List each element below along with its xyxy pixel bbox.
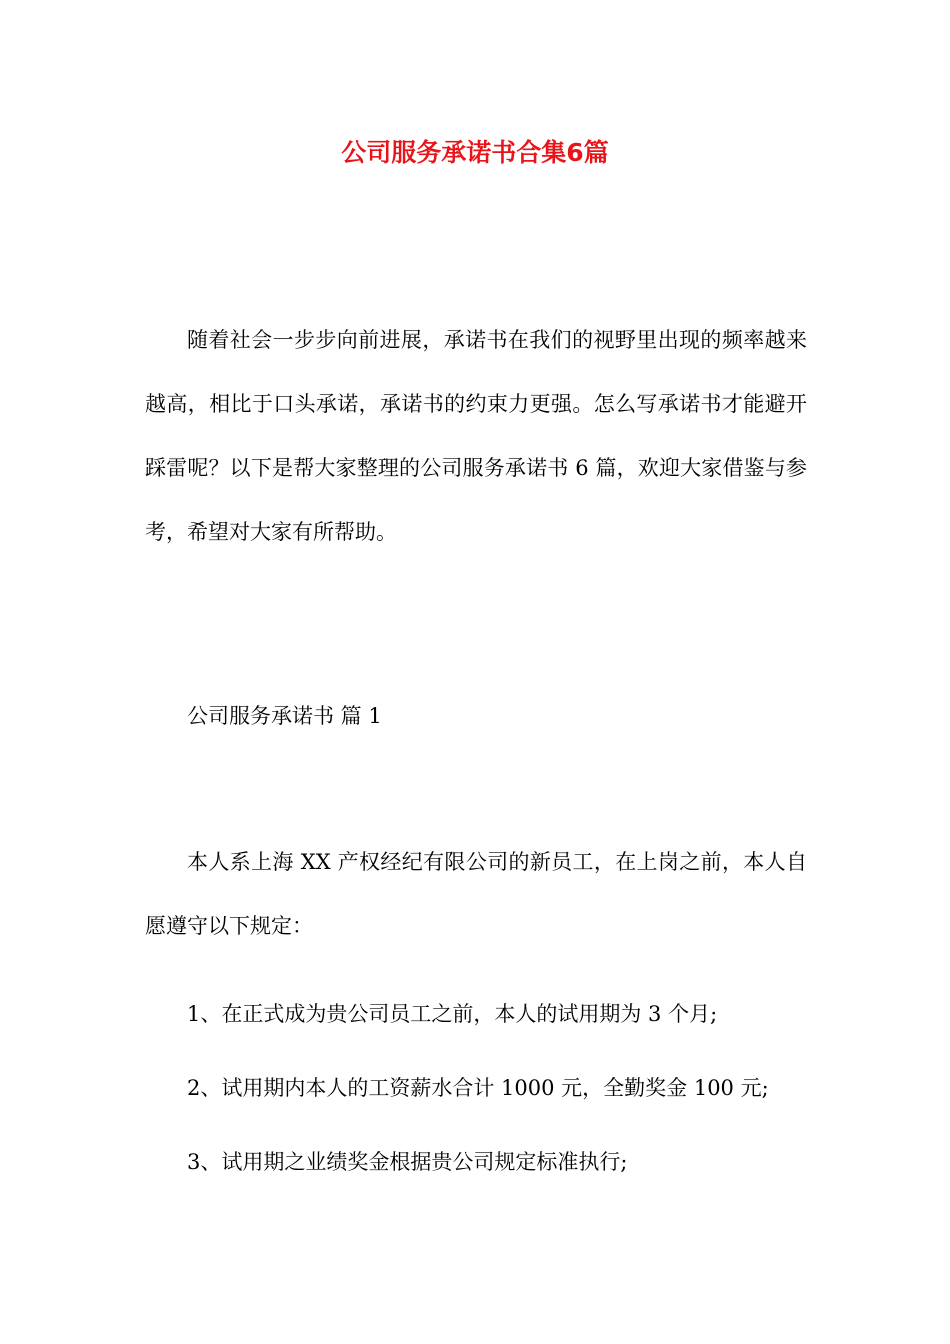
section-heading: 公司服务承诺书 篇 1 [187, 704, 382, 728]
document-title: 公司服务承诺书合集6篇 [341, 138, 609, 167]
list-item: 3、试用期之业绩奖金根据贵公司规定标准执行; [187, 1150, 628, 1174]
list-item: 1、在正式成为贵公司员工之前，本人的试用期为 3 个月; [187, 1002, 718, 1026]
intro-paragraph: 随着社会一步步向前进展，承诺书在我们的视野里出现的频率越来越高，相比于口头承诺，承诺书的约束力更强。怎么写承诺书才能避开踩雷呢？以下是帮大家整理的公司服务承诺书 6 篇，欢迎大家借鉴与参考，希望对大家有所帮助。 [145, 328, 807, 544]
list-item: 2、试用期内本人的工资薪水合计 1000 元，全勤奖金 100 元; [187, 1076, 769, 1100]
body-paragraph: 本人系上海 XX 产权经纪有限公司的新员工，在上岗之前，本人自愿遵守以下规定： [145, 850, 807, 938]
